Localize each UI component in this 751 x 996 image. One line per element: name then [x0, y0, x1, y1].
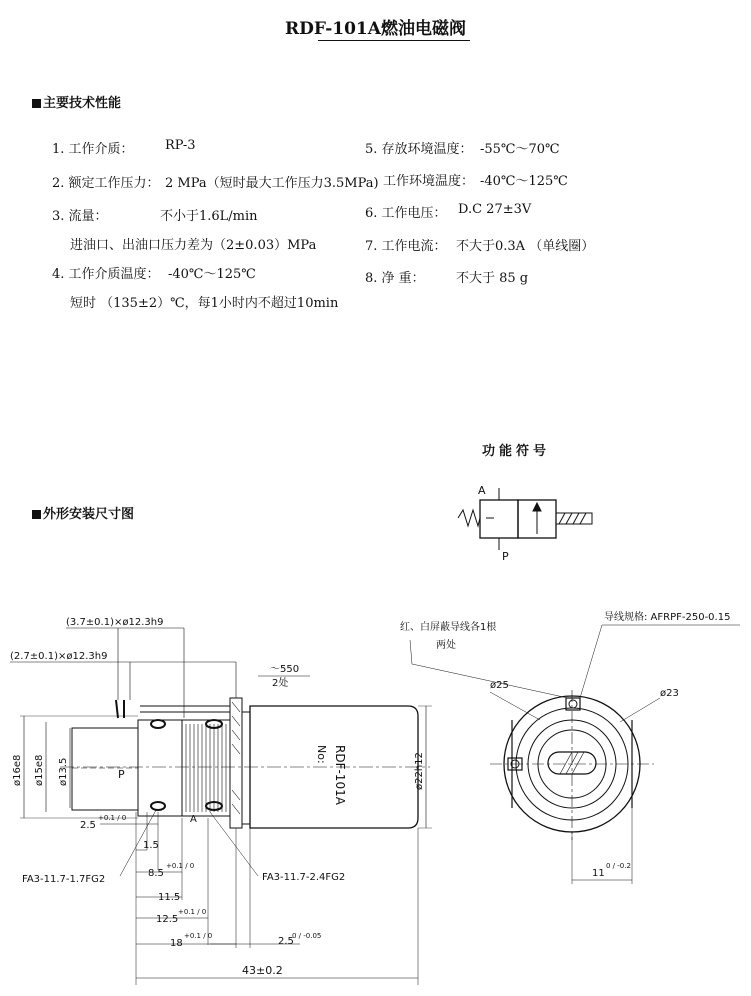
- symbol-port-p: P: [502, 550, 509, 563]
- spec-label: 工作电压：: [381, 206, 447, 221]
- spec-value: D.C 27±3V: [458, 202, 532, 217]
- dim-1-5: 1.5: [143, 840, 159, 851]
- dim-43: 43±0.2: [242, 964, 283, 977]
- dim-2-5b: 2.5: [278, 936, 294, 947]
- dim-12-5: 12.5: [156, 914, 179, 925]
- dim-12-5-tol: +0.1 / 0: [178, 908, 207, 916]
- dim-dia22: ø22h12: [414, 752, 425, 790]
- dim-11-5: 11.5: [158, 892, 181, 903]
- dim-18-tol: +0.1 / 0: [184, 932, 213, 940]
- spec-label: 流量：: [68, 209, 108, 224]
- body-model: RDF-101A: [333, 745, 347, 805]
- lead-spec: 导线规格: AFRPF-250-0.15: [604, 612, 731, 623]
- page-title: RDF-101A燃油电磁阀: [285, 19, 466, 39]
- oring-left-label: FA3-11.7-1.7FG2: [22, 874, 106, 885]
- valve-arrow-head: [533, 503, 541, 511]
- side-port-a: A: [190, 814, 197, 825]
- body-no: No:: [315, 745, 328, 764]
- dim-top2: (2.7±0.1)×ø12.3h9: [10, 651, 108, 662]
- spec-label: 额定工作压力：: [68, 176, 160, 191]
- spec-value: -40℃～125℃: [168, 267, 256, 282]
- spec-num: 5.: [365, 142, 378, 157]
- end-view: [410, 625, 740, 884]
- dim-8-5-tol: +0.1 / 0: [166, 862, 195, 870]
- symbol-title: 功能符号: [482, 444, 551, 459]
- valve-spring-icon: [458, 510, 480, 526]
- end-dia23: ø23: [660, 688, 679, 699]
- spec-value: 不大于0.3A （单线圈）: [456, 239, 595, 254]
- spec-num: 7.: [365, 239, 378, 254]
- valve-symbol: [458, 488, 592, 550]
- spec-label: 工作环境温度：: [383, 174, 475, 189]
- side-view: [10, 628, 432, 985]
- spec-num: 3.: [52, 209, 65, 224]
- spec-label: 工作介质：: [68, 142, 134, 157]
- dim-11-tol: 0 / -0.2: [606, 862, 631, 870]
- lead-note2: 两处: [436, 640, 456, 651]
- dim-2-5b-tol: 0 / -0.05: [292, 932, 322, 940]
- dim-dia15: ø15e8: [34, 754, 45, 786]
- spec-num: 1.: [52, 142, 65, 157]
- symbol-port-a: A: [478, 484, 486, 497]
- spec-label: 净 重：: [381, 271, 425, 286]
- spec-note: 短时 （135±2）℃，每1小时内不超过10min: [70, 296, 339, 311]
- dim-top1: (3.7±0.1)×ø12.3h9: [66, 617, 164, 628]
- dim-18: 18: [170, 938, 183, 949]
- dim-2-5: 2.5: [80, 820, 96, 831]
- spec-num: 2.: [52, 176, 65, 191]
- lead-note1: 红、白屏蔽导线各1根: [400, 622, 497, 633]
- oring-right-label: FA3-11.7-2.4FG2: [262, 872, 346, 883]
- spec-num: 6.: [365, 206, 378, 221]
- spec-num: 8.: [365, 271, 378, 286]
- spec-label: 存放环境温度：: [381, 142, 473, 157]
- end-dia25: ø25: [490, 680, 509, 691]
- dim-8-5: 8.5: [148, 868, 164, 879]
- dim-2-5-tol: +0.1 / 0: [98, 814, 127, 822]
- spec-value: RP-3: [165, 138, 196, 153]
- section-install-label: 外形安装尺寸图: [43, 507, 135, 522]
- wire-count: 2处: [272, 678, 289, 689]
- spec-label: 工作介质温度：: [68, 267, 160, 282]
- spec-label: 工作电流：: [381, 239, 447, 254]
- section-tech-label: 主要技术性能: [43, 96, 122, 111]
- inlet-body: [72, 728, 138, 810]
- spec-note: 进油口、出油口压力差为（2±0.03）MPa: [70, 238, 317, 253]
- dim-dia16: ø16e8: [12, 754, 23, 786]
- spec-value: -40℃～125℃: [480, 174, 568, 189]
- spec-value: 不小于1.6L/min: [160, 209, 258, 224]
- valve-box-left: [480, 500, 518, 538]
- spec-value: 2 MPa（短时最大工作压力3.5MPa): [165, 176, 379, 191]
- dim-11: 11: [592, 868, 605, 879]
- spec-value: -55℃～70℃: [480, 142, 560, 157]
- spec-num: 4.: [52, 267, 65, 282]
- wire-length: ～550: [270, 664, 300, 675]
- dim-dia13: ø13.5: [58, 757, 69, 786]
- side-port-p: P: [118, 768, 125, 781]
- spec-value: 不大于 85 g: [456, 271, 529, 286]
- oring-left-top: [151, 720, 165, 728]
- oring-left-bottom: [151, 802, 165, 810]
